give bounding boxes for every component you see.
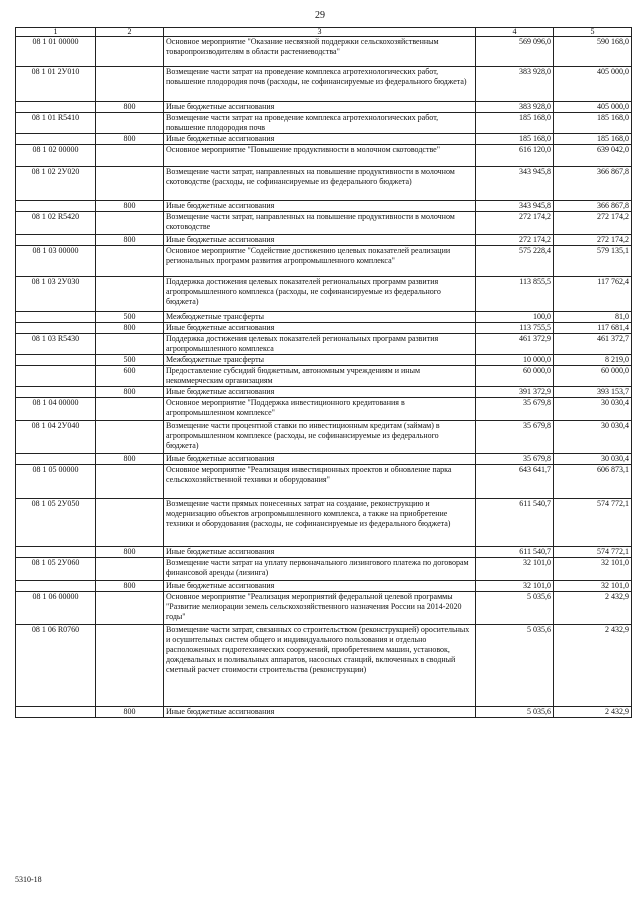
row-code [16,102,96,113]
row-expense-type: 800 [96,102,164,113]
row-value-col4: 383 928,0 [476,67,554,102]
column-header-1: 1 [16,28,96,37]
row-expense-type [96,592,164,625]
row-code: 08 1 01 2У010 [16,67,96,102]
row-code [16,323,96,334]
row-value-col5: 30 030,4 [554,398,632,421]
row-value-col4: 643 641,7 [476,465,554,499]
row-value-col5: 366 867,8 [554,167,632,201]
row-value-col4: 575 228,4 [476,246,554,277]
row-name: Основное мероприятие "Оказание несвязной поддержки сельскохозяйственным товаропроизводителям в области растениеводства" [164,37,476,67]
row-value-col5: 2 432,9 [554,707,632,718]
row-expense-type [96,398,164,421]
table-row [16,312,632,323]
row-value-col5: 366 867,8 [554,201,632,212]
row-expense-type [96,625,164,707]
row-value-col4: 35 679,8 [476,398,554,421]
row-code: 08 1 06 R0760 [16,625,96,707]
row-name: Основное мероприятие "Поддержка инвестиционного кредитования в агропромышленном комплексе" [164,398,476,421]
table-row [16,581,632,592]
row-code: 08 1 01 00000 [16,37,96,67]
row-expense-type: 500 [96,355,164,366]
row-expense-type [96,113,164,134]
row-code [16,707,96,718]
row-code [16,366,96,387]
row-name: Иные бюджетные ассигнования [164,235,476,246]
row-expense-type: 800 [96,201,164,212]
row-code: 08 1 05 2У050 [16,499,96,547]
row-value-col4: 5 035,6 [476,592,554,625]
table-row [16,145,632,167]
row-name: Возмещение части затрат на уплату первоначального лизингового платежа по договорам финансовой аренды (лизинга) [164,558,476,581]
row-code: 08 1 01 R5410 [16,113,96,134]
row-value-col5: 117 762,4 [554,277,632,312]
row-code: 08 1 03 00000 [16,246,96,277]
row-expense-type [96,558,164,581]
row-value-col4: 272 174,2 [476,212,554,235]
row-expense-type: 800 [96,387,164,398]
row-value-col5: 117 681,4 [554,323,632,334]
row-code: 08 1 02 2У020 [16,167,96,201]
row-expense-type: 800 [96,547,164,558]
row-name: Основное мероприятие "Реализация инвестиционных проектов и обновление парка сельскохозяйственной техники и оборудования" [164,465,476,499]
row-value-col5: 185 168,0 [554,134,632,145]
row-value-col4: 185 168,0 [476,113,554,134]
row-value-col4: 391 372,9 [476,387,554,398]
column-header-3: 3 [164,28,476,37]
table-row [16,454,632,465]
row-value-col4: 35 679,8 [476,454,554,465]
budget-table [15,27,632,718]
row-name: Основное мероприятие "Реализация мероприятий федеральной целевой программы "Развитие мелиорации земель сельскохозяйственного назначения России на 2014-2020 годы" [164,592,476,625]
table-row [16,134,632,145]
column-header-4: 4 [476,28,554,37]
row-value-col5: 8 219,0 [554,355,632,366]
row-expense-type: 500 [96,312,164,323]
row-code: 08 1 02 R5420 [16,212,96,235]
row-value-col5: 32 101,0 [554,558,632,581]
table-row [16,246,632,277]
row-value-col5: 60 000,0 [554,366,632,387]
row-value-col4: 569 096,0 [476,37,554,67]
row-value-col4: 616 120,0 [476,145,554,167]
column-header-2: 2 [96,28,164,37]
row-value-col5: 574 772,1 [554,547,632,558]
row-name: Возмещение части затрат, связанных со строительством (реконструкцией) оросительных и осушительных систем общего и индивидуального пользования и отдельно расположенных гидротехнических сооружений, приобретением машин, установок, дождевальных и поливальных аппаратов, насосных станций, включенных в сводный сметный расчет стоимости строительства (реконструкции) [164,625,476,707]
row-value-col5: 574 772,1 [554,499,632,547]
row-value-col4: 611 540,7 [476,499,554,547]
table-row [16,366,632,387]
row-code: 08 1 03 R5430 [16,334,96,355]
table-row [16,167,632,201]
footer-code: 5310-18 [15,875,42,884]
row-value-col4: 383 928,0 [476,102,554,113]
row-code: 08 1 06 00000 [16,592,96,625]
row-value-col5: 639 042,0 [554,145,632,167]
row-value-col4: 60 000,0 [476,366,554,387]
row-name: Иные бюджетные ассигнования [164,547,476,558]
row-value-col5: 2 432,9 [554,592,632,625]
row-value-col4: 10 000,0 [476,355,554,366]
table-row [16,355,632,366]
table-row [16,558,632,581]
row-value-col4: 35 679,8 [476,421,554,454]
row-value-col5: 461 372,7 [554,334,632,355]
row-name: Иные бюджетные ассигнования [164,707,476,718]
row-name: Возмещение части затрат, направленных на повышение продуктивности в молочном скотоводстве (расходы, не софинансируемые из федерального бюджета) [164,167,476,201]
row-code: 08 1 04 00000 [16,398,96,421]
row-value-col5: 393 153,7 [554,387,632,398]
column-header-5: 5 [554,28,632,37]
table-row [16,67,632,102]
row-name: Основное мероприятие "Повышение продуктивности в молочном скотоводстве" [164,145,476,167]
row-value-col4: 343 945,8 [476,201,554,212]
row-code [16,387,96,398]
row-name: Возмещение части прямых понесенных затрат на создание, реконструкцию и модернизацию объектов агропромышленного комплекса, а также на приобретение техники и оборудования (расходы, не софинансируемые из федерального бюджета) [164,499,476,547]
row-value-col4: 32 101,0 [476,581,554,592]
row-expense-type [96,67,164,102]
row-code [16,201,96,212]
row-expense-type [96,334,164,355]
row-name: Иные бюджетные ассигнования [164,323,476,334]
table-row [16,102,632,113]
row-value-col4: 343 945,8 [476,167,554,201]
row-expense-type [96,277,164,312]
table-row [16,277,632,312]
row-expense-type: 600 [96,366,164,387]
row-value-col5: 185 168,0 [554,113,632,134]
page-number: 29 [315,10,325,21]
row-code: 08 1 05 00000 [16,465,96,499]
row-expense-type [96,212,164,235]
row-name: Иные бюджетные ассигнования [164,581,476,592]
row-value-col4: 113 755,5 [476,323,554,334]
row-value-col4: 32 101,0 [476,558,554,581]
row-code [16,355,96,366]
table-row [16,113,632,134]
row-code: 08 1 03 2У030 [16,277,96,312]
row-code [16,581,96,592]
row-code: 08 1 05 2У060 [16,558,96,581]
row-name: Возмещение части затрат на проведение комплекса агротехнологических работ, повышение плодородия почв [164,113,476,134]
table-row [16,235,632,246]
row-value-col4: 611 540,7 [476,547,554,558]
row-name: Возмещение части процентной ставки по инвестиционным кредитам (займам) в агропромышленном комплексе (расходы, не софинансируемые из федерального бюджета) [164,421,476,454]
row-expense-type: 800 [96,707,164,718]
row-value-col4: 100,0 [476,312,554,323]
table-row [16,499,632,547]
row-name: Поддержка достижения целевых показателей региональных программ развития агропромышленного комплекса [164,334,476,355]
row-code: 08 1 02 00000 [16,145,96,167]
table-row [16,334,632,355]
row-value-col5: 30 030,4 [554,421,632,454]
table-row [16,707,632,718]
row-value-col5: 30 030,4 [554,454,632,465]
table-row [16,625,632,707]
row-expense-type [96,167,164,201]
table-row [16,465,632,499]
row-value-col5: 272 174,2 [554,212,632,235]
row-value-col5: 405 000,0 [554,67,632,102]
row-value-col5: 590 168,0 [554,37,632,67]
row-name: Межбюджетные трансферты [164,355,476,366]
row-expense-type: 800 [96,581,164,592]
row-name: Возмещение части затрат, направленных на повышение продуктивности в молочном скотоводстве [164,212,476,235]
row-expense-type [96,421,164,454]
row-name: Основное мероприятие "Содействие достижению целевых показателей реализации региональных программ развития агропромышленного комплекса" [164,246,476,277]
row-name: Иные бюджетные ассигнования [164,102,476,113]
row-value-col4: 113 855,5 [476,277,554,312]
row-value-col4: 185 168,0 [476,134,554,145]
row-value-col5: 32 101,0 [554,581,632,592]
row-name: Иные бюджетные ассигнования [164,454,476,465]
row-expense-type [96,37,164,67]
row-code [16,134,96,145]
table-row [16,421,632,454]
row-code [16,547,96,558]
table-row [16,323,632,334]
row-value-col5: 606 873,1 [554,465,632,499]
row-expense-type [96,499,164,547]
table-row [16,387,632,398]
row-name: Иные бюджетные ассигнования [164,201,476,212]
table-row [16,37,632,67]
row-expense-type: 800 [96,323,164,334]
row-value-col4: 5 035,6 [476,625,554,707]
row-value-col4: 272 174,2 [476,235,554,246]
row-expense-type [96,246,164,277]
row-code [16,312,96,323]
row-expense-type [96,145,164,167]
row-name: Иные бюджетные ассигнования [164,387,476,398]
table-row [16,212,632,235]
row-value-col5: 81,0 [554,312,632,323]
row-expense-type [96,465,164,499]
row-name: Предоставление субсидий бюджетным, автономным учреждениям и иным некоммерческим организациям [164,366,476,387]
row-name: Поддержка достижения целевых показателей региональных программ развития агропромышленного комплекса (расходы, не софинансируемые из федерального бюджета) [164,277,476,312]
row-value-col5: 2 432,9 [554,625,632,707]
row-code [16,454,96,465]
row-expense-type: 800 [96,235,164,246]
row-name: Возмещение части затрат на проведение комплекса агротехнологических работ, повышение плодородия почв (расходы, не софинансируемые из федерального бюджета) [164,67,476,102]
row-code: 08 1 04 2У040 [16,421,96,454]
table-row [16,592,632,625]
row-name: Иные бюджетные ассигнования [164,134,476,145]
row-expense-type: 800 [96,454,164,465]
table-row [16,398,632,421]
row-value-col5: 405 000,0 [554,102,632,113]
header-row [16,28,632,37]
row-value-col5: 579 135,1 [554,246,632,277]
row-value-col5: 272 174,2 [554,235,632,246]
table-row [16,201,632,212]
row-code [16,235,96,246]
table-row [16,547,632,558]
row-value-col4: 461 372,9 [476,334,554,355]
row-value-col4: 5 035,6 [476,707,554,718]
row-expense-type: 800 [96,134,164,145]
row-name: Межбюджетные трансферты [164,312,476,323]
